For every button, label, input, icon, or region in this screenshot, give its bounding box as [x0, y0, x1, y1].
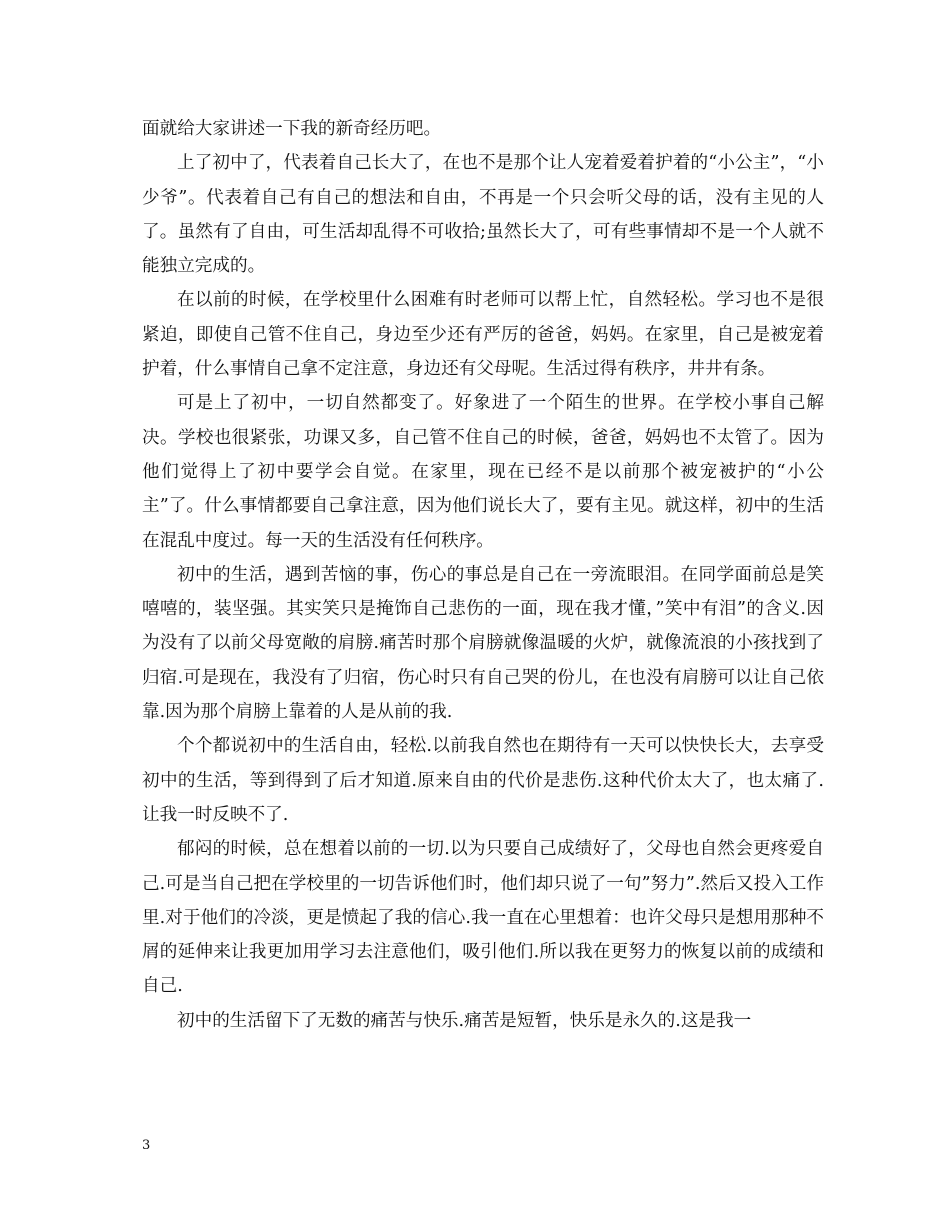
- paragraph-1: 面就给大家讲述一下我的新奇经历吧。: [142, 119, 442, 139]
- body-text: [142, 112, 824, 1038]
- paragraph-8: 初中的生活留下了无数的痛苦与快乐.痛苦是短暂，快乐是永久的.这是我一: [177, 1010, 752, 1031]
- paragraph-7: 郁闷的时候，总在想着以前的一切.以为只要自己成绩好了，父母也自然会更疼爱自己.可是当自己把在学校里的一切告诉他们时，他们却只说了一句”努力”.然后又投入工作里.对于他们的冷淡，更是愤起了我的信心.我一直在心里想着：也许父母只是想用那种不屑的延伸来让我更加用学习去注意他们，吸引他们.所以我在更努力的恢复以前的成绩和自己.: [142, 839, 824, 997]
- paragraph-3: 在以前的时候，在学校里什么困难有时老师可以帮上忙，自然轻松。学习也不是很紧迫，即使自己管不住自己，身边至少还有严厉的爸爸，妈妈。在家里，自己是被宠着护着，什么事情自己拿不定注意，身边还有父母呢。生活过得有秩序，井井有条。: [142, 290, 824, 380]
- paragraph-2: 上了初中了，代表着自己长大了，在也不是那个让人宠着爱着护着的“小公主”，“小少爷”。代表着自己有自己的想法和自由，不再是一个只会听父母的话，没有主见的人了。虽然有了自由，可生活却乱得不可收拾;虽然长大了，可有些事情却不是一个人就不能独立完成的。: [142, 153, 824, 277]
- paragraph-5: 初中的生活，遇到苦恼的事，伤心的事总是自己在一旁流眼泪。在同学面前总是笑嘻嘻的，装坚强。其实笑只是掩饰自己悲伤的一面，现在我才懂，”笑中有泪”的含义.因为没有了以前父母宽敞的肩膀.痛苦时那个肩膀就像温暖的火炉，就像流浪的小孩找到了归宿.可是现在，我没有了归宿，伤心时只有自己哭的份儿，在也没有肩膀可以让自己依靠.因为那个肩膀上靠着的人是从前的我.: [142, 564, 824, 723]
- page-number: 3: [142, 1138, 151, 1153]
- paragraph-4: 可是上了初中，一切自然都变了。好象进了一个陌生的世界。在学校小事自己解决。学校也很紧张，功课又多，自己管不住自己的时候，爸爸，妈妈也不太管了。因为他们觉得上了初中要学会自觉。在家里，现在已经不是以前那个被宠被护的“小公主”了。什么事情都要自己拿注意，因为他们说长大了，要有主见。就这样，初中的生活在混乱中度过。每一天的生活没有任何秩序。: [142, 393, 824, 551]
- paragraph-6: 个个都说初中的生活自由，轻松.以前我自然也在期待有一天可以快快长大，去享受初中的生活，等到得到了后才知道.原来自由的代价是悲伤.这种代价太大了，也太痛了.让我一时反映不了.: [142, 736, 824, 825]
